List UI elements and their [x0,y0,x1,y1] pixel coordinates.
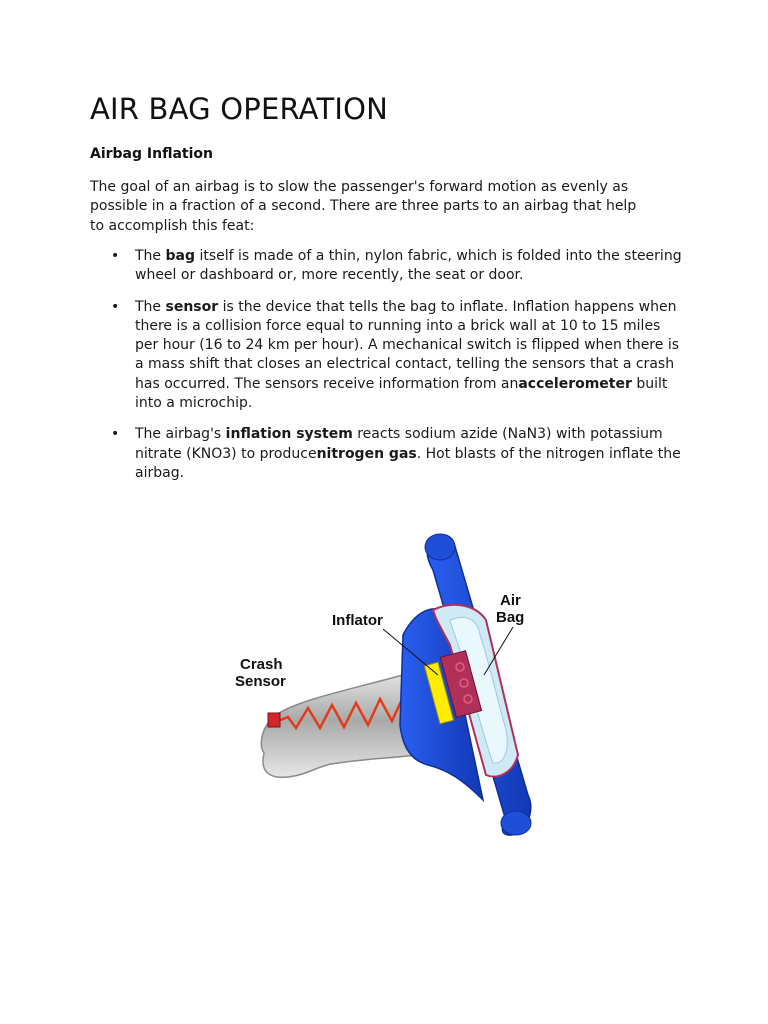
bold-term: bag [165,248,195,264]
label-crash: Crash [240,656,283,673]
bullet-icon: • [111,248,120,264]
label-air: Air [500,592,521,609]
bullet-icon: • [111,426,120,443]
airbag-diagram [228,525,548,845]
intro-paragraph: The goal of an airbag is to slow the passenger's forward motion as evenly as possible in a fraction of a second. There are three parts to an airbag that help to accomplish this feat: [90,179,637,234]
bold-term: inflation system [225,426,353,443]
page-title: AIR BAG OPERATION [90,92,389,126]
bold-term: nitrogen gas [316,445,417,462]
wheel-rim-top-cap [425,534,455,560]
bullet-list [90,247,685,495]
bullet-icon: • [111,298,120,315]
section-heading: Airbag Inflation [90,146,213,162]
label-sensor: Sensor [235,673,286,690]
list-item: • The bag itself is made of a thin, nylon fabric, which is folded into the steering wheel or dashboard or, more recently, the seat or door. [111,248,682,284]
crash-sensor-block [268,713,280,727]
bold-term: accelerometer [518,375,632,392]
wheel-rim-bottom-cap [501,811,531,835]
label-inflator: Inflator [332,612,383,629]
label-bag: Bag [496,609,525,626]
list-item: • The sensor is the device that tells the bag to inflate. Inflation happens when there is a collision force equal to running into a brick wall at 10 to 15 miles per hour (16 to 24 km per hour). A mechanical switch is flipped when there is a mass shift that closes an electrical contact, telling the sensors that a crash has occurred. The sensors receive information from anaccelerometer built into a microchip. [111,298,679,412]
bold-term: sensor [165,298,219,315]
list-item: • The airbag's inflation system reacts sodium azide (NaN3) with potassium nitrate (KNO3) to producenitrogen gas. Hot blasts of the nitrogen inflate the airbag. [111,426,681,481]
